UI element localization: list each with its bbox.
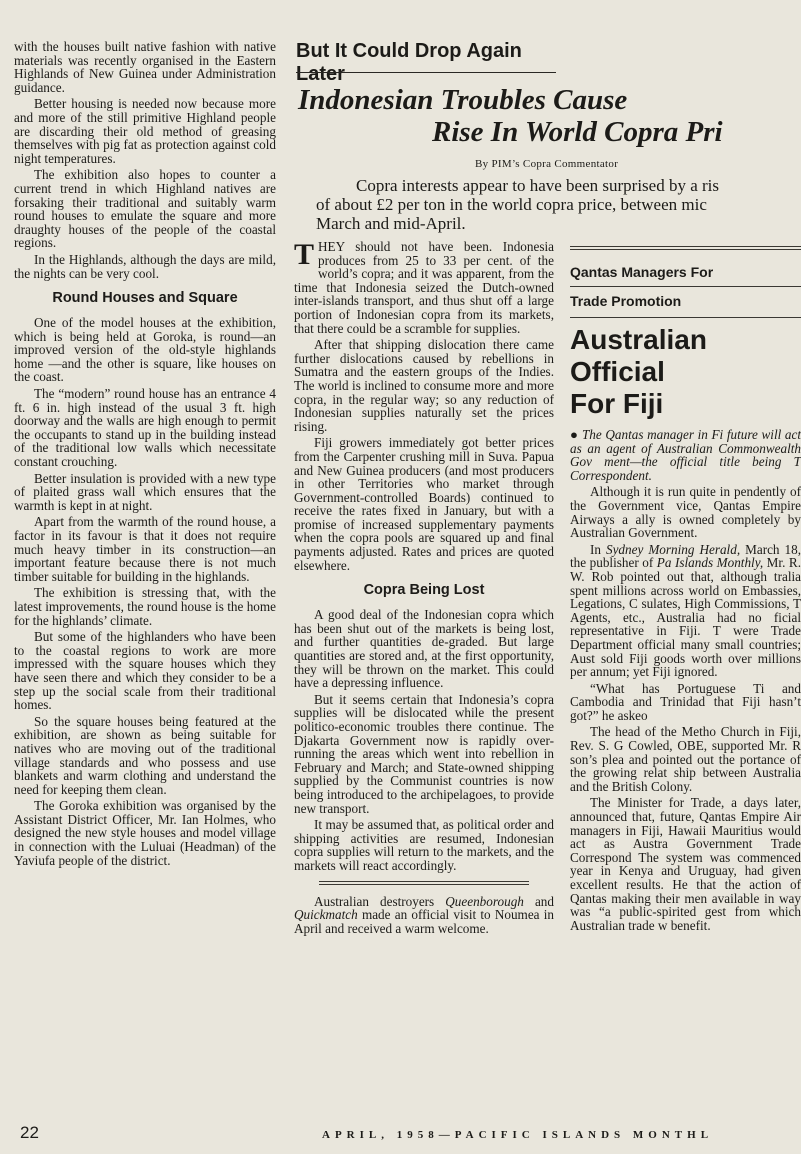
paragraph: The exhibition also hopes to counter a current trend in which Highland natives are forsaking their traditional and suitably warm round houses to emulate the square and more draughty houses of the people of the coastal regions.: [14, 167, 276, 251]
supertitle: But It Could Drop Again Later: [296, 40, 522, 85]
article-headline: Australian Official For Fiji: [570, 317, 801, 420]
right-column: [570, 240, 801, 1130]
paragraph: The “modern” round house has an entrance 4 ft. 6 in. high instead of the usual 3 ft. high doorway and the walls are high enough to permit the occupants to stand up in the building instead of the traditional low walls which necessitate constant crouching.: [14, 386, 276, 470]
paragraph: with the houses built native fashion with native materials was recently organised in the Eastern Highlands of New Guinea under Administration guidance.: [14, 40, 276, 95]
footer-running-title: APRIL, 1958—PACIFIC ISLANDS MONTHL: [322, 1129, 714, 1141]
paragraph: So the square houses being featured at the exhibition, are shown as being suitable for natives who are moving out of the traditional village standards and who possess and use blankets and warm clothing and understand the need for keeping them clean.: [14, 713, 276, 797]
middle-column: [294, 240, 554, 1010]
headline-line-2: Rise In World Copra Pri: [432, 116, 723, 148]
paragraph: The Goroka exhibition was organised by the Assistant District Officer, Mr. Ian Holmes, who designed the new style houses and model village in connection with the Luluai (Headman) of the Yaviufa people of the district.: [14, 798, 276, 868]
intro-line: of about £2 per ton in the world copra price, between mic: [316, 195, 707, 214]
headline-line-1: Indonesian Troubles Cause: [298, 84, 628, 116]
lead-paragraph: ● The Qantas manager in Fi future will act as an agent of Australian Commonwealth Gov ment—the official title being T Correspondent.: [570, 427, 801, 483]
section-divider: [570, 246, 801, 250]
paragraph: The Minister for Trade, a days later, announced that, future, Qantas Empire Air managers in Fiji, Hawaii Mauritius would act as Austra Government Trade Correspond The system was commenced year in Kenya and Uruguay, had given excellent results. He that the action of Qantas making their men available in way was “a public-spirited gest from which Australian trade w benefit.: [570, 795, 801, 933]
left-column: [14, 40, 276, 1100]
paragraph: But it seems certain that Indonesia’s copra supplies will be dislocated while the present politico-economic troubles there continue. The Djakarta Government now is rapidly over-running the areas which went into rebellion in February and March; and State-owned shipping supplied by the Communist countries is now being introduced to the archipelagoes, to provide new transport.: [294, 691, 554, 816]
subheading-copra-lost: Copra Being Lost: [363, 582, 485, 599]
paragraph: But some of the highlanders who have been to the coastal regions to work are more impressed with the square houses which they have seen there and which they consider to be a step up the social scale from their traditional homes.: [14, 629, 276, 713]
intro-line: March and mid-April.: [316, 214, 466, 233]
page-number: 22: [20, 1123, 39, 1142]
intro-line: Copra interests appear to have been surprised by a ris: [356, 176, 720, 195]
paragraph: Better insulation is provided with a new type of plaited grass wall which ensures that the warmth is kept in at night.: [14, 470, 276, 513]
section-divider: [319, 881, 529, 885]
paragraph: Better housing is needed now because more and more of the still primitive Highland people are discarding their old method of greasing themselves with pig fat as protection against cold night temperatures.: [14, 96, 276, 166]
paragraph: Fiji growers immediately got better prices from the Carpenter crushing mill in Suva. Papua and New Guinea producers (and most producers in other Territories who market through Government-controlled Boards) continued to receive the rates fixed in January, but with a promise of increased supplementary payments when the copra pools are squared up and final payments adjusted. Rates and prices are quoted elsewhere.: [294, 435, 554, 573]
paragraph: In Sydney Morning Herald, March 18, the publisher of Pa Islands Monthly, Mr. R. W. Rob pointed out that, although tralia spent millions across world on Embassies, Legations, C sulates, High Commissions, T Agents, etc., Australia had no ficial representative in Fiji. T were Trade Department official many small countries; Aust sold Fiji goods worth over millions per annum; yet Fiji ignored.: [570, 541, 801, 680]
paragraph: “What has Portuguese Ti and Cambodia and Trinidad that Fiji hasn’t got?” he askeo: [570, 680, 801, 723]
headline-rule: [296, 72, 556, 73]
kicker-line-1: Qantas Managers For: [570, 264, 714, 280]
paragraph: In the Highlands, although the days are mild, the nights can be very cool.: [14, 251, 276, 281]
paragraph: Apart from the warmth of the round house, a factor in its favour is that it does not require much heavy timber in its construction—an important feature because there is not much timber suitable for building in the highlands.: [14, 514, 276, 584]
paragraph: A good deal of the Indonesian copra which has been shut out of the markets is being lost, and further quantities de-graded. But large quantities are stored and, at the first opportunity, they will be thrown on the market. This could have a depressing influence.: [294, 607, 554, 691]
paragraph: Although it is run quite in pendently of the Government vice, Qantas Empire Airways a ally is owned completely by Australian Government.: [570, 484, 801, 541]
paragraph: Australian destroyers Queenborough and Quickmatch made an official visit to Noumea in April and received a warm welcome.: [294, 893, 554, 936]
paragraph: One of the model houses at the exhibition, which is being held at Goroka, is round—an improved version of the old-style highlands home —and the other is square, like houses on the coast.: [14, 315, 276, 385]
paragraph: The head of the Metho Church in Fiji, Rev. S. G Cowled, OBE, supported Mr. R son’s plea and pointed out the portance of the growing relat ship between Australia and the British Colony.: [570, 724, 801, 794]
paragraph: It may be assumed that, as political order and shipping activities are resumed, Indonesian copra supplies will return to the markets, and the markets will react accordingly.: [294, 817, 554, 873]
bullet-icon: ●: [570, 427, 579, 442]
kicker-line-2: Trade Promotion: [570, 286, 801, 309]
paragraph: THEY should not have been. Indonesia produces from 25 to 33 per cent. of the world’s copra; and it was apparent, from the time that Indonesia seized the Dutch-owned inter-islands transport, and thus shut off a large portion of Indonesian copra from its markets, that there could be a scramble for supplies.: [294, 240, 554, 336]
subheading-round-houses: Round Houses and Square: [52, 290, 238, 307]
drop-cap: T: [294, 240, 315, 271]
intro-paragraph: [316, 176, 801, 233]
byline: By PIM’s Copra Commentator: [475, 158, 619, 170]
paragraph: The exhibition is stressing that, with the latest improvements, the round house is the home for the highlands’ climate.: [14, 585, 276, 628]
paragraph: After that shipping dislocation there came further dislocations caused by rebellions in Sumatra and the eastern groups of the Indies. The world is inclined to consume more and more copra, in the regular way; so any reduction of Indonesian supplies naturally set the prices rising.: [294, 337, 554, 434]
